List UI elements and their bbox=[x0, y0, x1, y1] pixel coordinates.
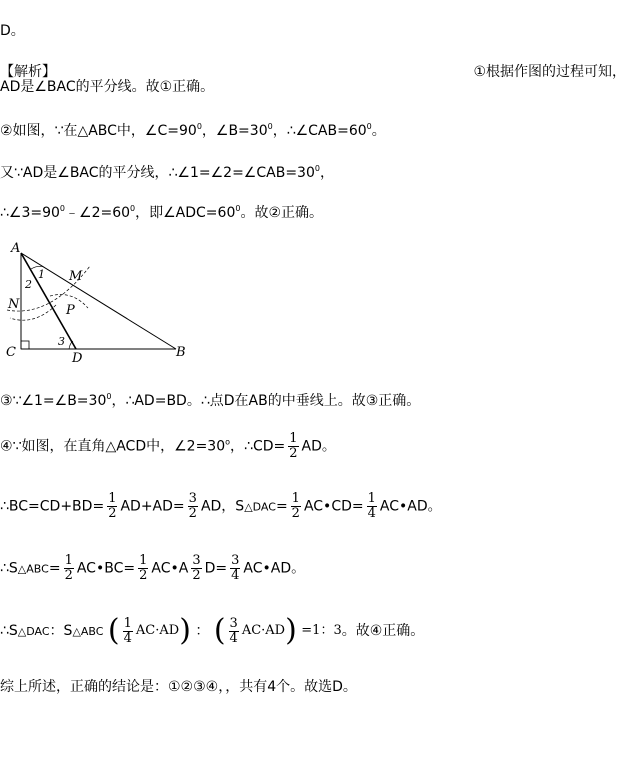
label-d: D bbox=[72, 351, 83, 366]
summary-line: 综上所述，正确的结论是：①②③④，，共有4个。故选D。 bbox=[0, 679, 357, 695]
label-angle-3: 3 bbox=[58, 335, 65, 348]
statement-1-conclusion: AD是∠BAC的平分线。故①正确。 bbox=[0, 79, 215, 95]
analysis-header: 【解析】 bbox=[0, 64, 56, 80]
label-p: P bbox=[66, 303, 75, 318]
geometry-figure bbox=[0, 238, 200, 370]
label-b: B bbox=[176, 345, 186, 360]
area-abc-line: ∴S△ABC= $\frac{1}{2}$ AC•BC= $\frac{1}{2}$ AC•A $\frac{3}{2}$ D= $\frac{3}{4}$ AC•AD。 bbox=[0, 553, 306, 583]
answer-tail: D。 bbox=[0, 23, 25, 39]
label-c: C bbox=[6, 345, 16, 360]
statement-3-line: $③\because\angle 1=\angle B=30^0$，∴AD=BD。∴点D在AB的中垂线上。故③正确。 bbox=[0, 392, 421, 409]
statement-4-line: ④∵如图，在直角△ACD中，$\angle 2=30^o$，∴CD= $\frac{1}{2}$ AD。 bbox=[0, 431, 336, 461]
bisector-ad bbox=[21, 253, 76, 349]
label-m: M bbox=[69, 269, 83, 284]
label-angle-2: 2 bbox=[25, 278, 32, 291]
statement-2-line: ②如图，∵在△ABC中，$\angle C=90^0$，$\angle B=30^0$，$\therefore\angle CAB=60^0$。 bbox=[0, 122, 386, 139]
bisector-line: 又∵AD是∠BAC的平分线，$\therefore\angle 1=\angle 2=\angle CAB=30^0$， bbox=[0, 164, 334, 181]
label-angle-1: 1 bbox=[38, 268, 45, 281]
area-ratio-line: ∴S△DAC：S△ABC ( $\frac{1}{4}$ AC·AD) ： ( $\frac{3}{4}$ AC·AD) =1：3。故④正确。 bbox=[0, 613, 425, 648]
area-dac-line: ∴BC=CD+BD= $\frac{1}{2}$ AD+AD= $\frac{3}{2}$ AD，S△DAC= $\frac{1}{2}$ AC•CD= $\frac{1}{4}$ AC•AD。 bbox=[0, 491, 442, 521]
statement-1-start: ①根据作图的过程可知， bbox=[473, 64, 626, 80]
right-angle-mark bbox=[21, 341, 29, 349]
angle-3-line: $\therefore\angle 3=90^0﹣\angle 2=60^0$，即$\angle ADC=60^0$。故②正确。 bbox=[0, 204, 324, 221]
fraction: $\frac{1}{2}$ bbox=[289, 431, 298, 461]
label-a: A bbox=[11, 241, 21, 256]
label-n: N bbox=[8, 297, 20, 312]
